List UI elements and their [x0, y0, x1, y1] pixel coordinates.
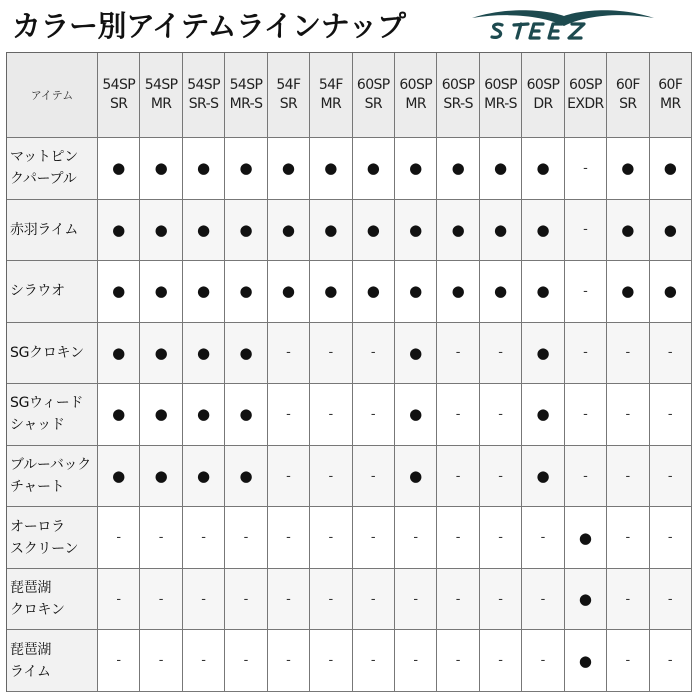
- availability-cell: -: [650, 446, 692, 508]
- column-header-type: SR-S: [188, 96, 219, 112]
- availability-cell: ●: [395, 446, 437, 508]
- availability-cell: ●: [437, 261, 479, 323]
- column-header-type: SR-S: [443, 96, 473, 112]
- column-header-type: MR: [659, 96, 681, 112]
- availability-cell: ●: [140, 261, 182, 323]
- availability-cell: -: [98, 507, 140, 569]
- availability-cell: ●: [395, 138, 437, 200]
- column-header-model: 60SP: [356, 77, 390, 93]
- column-header-model: 54F: [276, 77, 301, 93]
- availability-cell: ●: [310, 261, 352, 323]
- availability-cell: ●: [98, 384, 140, 446]
- availability-cell: -: [310, 323, 352, 385]
- availability-cell: -: [310, 384, 352, 446]
- availability-cell: ●: [565, 569, 607, 631]
- availability-cell: -: [310, 630, 352, 692]
- row-header-color: SGウィード シャッド: [7, 384, 98, 446]
- availability-cell: -: [310, 569, 352, 631]
- availability-cell: -: [140, 630, 182, 692]
- availability-cell: -: [522, 507, 564, 569]
- column-header: [98, 53, 140, 138]
- availability-cell: ●: [650, 200, 692, 262]
- column-header-type: MR: [320, 96, 342, 112]
- availability-cell: -: [437, 323, 479, 385]
- availability-cell: ●: [395, 384, 437, 446]
- availability-cell: ●: [225, 323, 267, 385]
- availability-cell: -: [522, 630, 564, 692]
- availability-cell: -: [268, 323, 310, 385]
- column-header: [480, 53, 522, 138]
- availability-cell: -: [268, 507, 310, 569]
- availability-cell: -: [268, 569, 310, 631]
- availability-cell: -: [607, 446, 649, 508]
- page-title: カラー別アイテムラインナップ: [12, 9, 406, 43]
- availability-cell: ●: [395, 261, 437, 323]
- availability-cell: -: [607, 630, 649, 692]
- availability-cell: -: [183, 630, 225, 692]
- steez-logo: [468, 4, 658, 42]
- availability-cell: -: [565, 261, 607, 323]
- column-header-model: 60SP: [399, 77, 433, 93]
- column-header-model: 60SP: [484, 77, 517, 93]
- availability-cell: ●: [268, 261, 310, 323]
- column-header: [522, 53, 564, 138]
- availability-cell: ●: [183, 446, 225, 508]
- availability-cell: -: [480, 630, 522, 692]
- corner-header: アイテム: [7, 53, 98, 138]
- availability-cell: -: [480, 569, 522, 631]
- availability-cell: -: [140, 569, 182, 631]
- availability-cell: ●: [607, 138, 649, 200]
- row-header-color: シラウオ: [7, 261, 98, 323]
- availability-cell: ●: [140, 384, 182, 446]
- availability-cell: ●: [395, 323, 437, 385]
- availability-cell: -: [183, 507, 225, 569]
- column-header-model: 54SP: [229, 77, 263, 93]
- availability-cell: -: [437, 446, 479, 508]
- availability-cell: -: [650, 384, 692, 446]
- column-header-type: SR: [110, 96, 128, 112]
- column-header-type: MR: [405, 96, 426, 112]
- availability-cell: ●: [140, 446, 182, 508]
- column-header-type: MR: [150, 96, 172, 112]
- column-header: [268, 53, 310, 138]
- availability-cell: -: [607, 507, 649, 569]
- column-header-model: 60F: [658, 77, 683, 93]
- availability-cell: ●: [98, 323, 140, 385]
- availability-cell: ●: [353, 200, 395, 262]
- availability-cell: ●: [607, 261, 649, 323]
- availability-cell: ●: [225, 446, 267, 508]
- availability-cell: ●: [522, 323, 564, 385]
- availability-cell: ●: [225, 138, 267, 200]
- availability-cell: -: [353, 323, 395, 385]
- availability-cell: ●: [437, 138, 479, 200]
- column-header-type: SR: [364, 96, 382, 112]
- availability-cell: ●: [98, 138, 140, 200]
- availability-cell: -: [650, 569, 692, 631]
- availability-cell: ●: [480, 200, 522, 262]
- column-header: [395, 53, 437, 138]
- availability-cell: ●: [183, 200, 225, 262]
- availability-cell: -: [353, 384, 395, 446]
- availability-cell: ●: [140, 200, 182, 262]
- row-header-color: 琵琶湖 クロキン: [7, 569, 98, 631]
- availability-cell: ●: [225, 261, 267, 323]
- availability-cell: -: [225, 507, 267, 569]
- column-header: [353, 53, 395, 138]
- availability-cell: -: [480, 446, 522, 508]
- availability-cell: ●: [98, 261, 140, 323]
- availability-cell: -: [437, 569, 479, 631]
- column-header: [140, 53, 182, 138]
- availability-cell: -: [480, 507, 522, 569]
- availability-cell: -: [98, 630, 140, 692]
- availability-cell: ●: [183, 384, 225, 446]
- availability-cell: ●: [310, 200, 352, 262]
- availability-cell: -: [140, 507, 182, 569]
- availability-cell: -: [268, 630, 310, 692]
- column-header: [225, 53, 267, 138]
- availability-cell: -: [268, 446, 310, 508]
- column-header-model: 60F: [615, 77, 640, 93]
- column-header-model: 54F: [318, 77, 343, 93]
- availability-cell: -: [565, 138, 607, 200]
- availability-cell: -: [437, 507, 479, 569]
- availability-cell: -: [310, 446, 352, 508]
- availability-cell: -: [395, 507, 437, 569]
- availability-cell: -: [353, 630, 395, 692]
- column-header: [437, 53, 479, 138]
- availability-cell: -: [183, 569, 225, 631]
- availability-cell: -: [565, 323, 607, 385]
- availability-cell: ●: [225, 200, 267, 262]
- column-header: [183, 53, 225, 138]
- availability-cell: ●: [650, 261, 692, 323]
- availability-cell: -: [310, 507, 352, 569]
- column-header-type: DR: [533, 96, 553, 112]
- availability-cell: ●: [480, 261, 522, 323]
- column-header: [607, 53, 649, 138]
- availability-cell: ●: [183, 261, 225, 323]
- column-header-type: MR-S: [484, 96, 517, 112]
- availability-cell: -: [353, 446, 395, 508]
- item-lineup-table: [6, 52, 692, 692]
- availability-cell: -: [353, 569, 395, 631]
- column-header-model: 54SP: [144, 77, 178, 93]
- availability-cell: ●: [395, 200, 437, 262]
- availability-cell: -: [225, 569, 267, 631]
- availability-cell: -: [565, 384, 607, 446]
- availability-cell: ●: [310, 138, 352, 200]
- column-header-type: MR-S: [229, 96, 263, 112]
- availability-cell: ●: [183, 323, 225, 385]
- availability-cell: -: [607, 569, 649, 631]
- availability-cell: -: [650, 323, 692, 385]
- availability-cell: -: [650, 630, 692, 692]
- availability-cell: -: [565, 446, 607, 508]
- availability-cell: -: [565, 200, 607, 262]
- availability-cell: ●: [565, 507, 607, 569]
- row-header-color: 琵琶湖 ライム: [7, 630, 98, 692]
- row-header-color: マットピン クパープル: [7, 138, 98, 200]
- availability-cell: -: [98, 569, 140, 631]
- availability-cell: -: [268, 384, 310, 446]
- availability-cell: -: [437, 630, 479, 692]
- availability-cell: ●: [522, 138, 564, 200]
- column-header-type: EXDR: [567, 96, 604, 112]
- availability-cell: ●: [353, 138, 395, 200]
- availability-cell: -: [480, 323, 522, 385]
- availability-cell: ●: [140, 323, 182, 385]
- row-header-color: オーロラ スクリーン: [7, 507, 98, 569]
- availability-cell: ●: [522, 200, 564, 262]
- availability-cell: -: [522, 569, 564, 631]
- column-header-model: 60SP: [526, 77, 560, 93]
- column-header-model: 60SP: [441, 77, 475, 93]
- availability-cell: -: [607, 384, 649, 446]
- row-header-color: 赤羽ライム: [7, 200, 98, 262]
- availability-cell: -: [607, 323, 649, 385]
- column-header: [650, 53, 692, 138]
- availability-cell: -: [650, 507, 692, 569]
- availability-cell: ●: [353, 261, 395, 323]
- availability-cell: ●: [268, 200, 310, 262]
- column-header: [310, 53, 352, 138]
- availability-cell: ●: [522, 384, 564, 446]
- availability-cell: -: [480, 384, 522, 446]
- column-header-type: SR: [279, 96, 298, 112]
- availability-cell: ●: [98, 200, 140, 262]
- availability-cell: ●: [522, 261, 564, 323]
- availability-cell: ●: [268, 138, 310, 200]
- column-header: [565, 53, 607, 138]
- availability-cell: ●: [565, 630, 607, 692]
- availability-cell: ●: [522, 446, 564, 508]
- availability-cell: -: [395, 630, 437, 692]
- availability-cell: -: [353, 507, 395, 569]
- availability-cell: ●: [437, 200, 479, 262]
- availability-cell: -: [395, 569, 437, 631]
- availability-cell: ●: [225, 384, 267, 446]
- availability-cell: ●: [183, 138, 225, 200]
- availability-cell: -: [437, 384, 479, 446]
- column-header-type: SR: [619, 96, 637, 112]
- column-header-model: 54SP: [102, 77, 136, 93]
- availability-cell: ●: [98, 446, 140, 508]
- availability-cell: ●: [140, 138, 182, 200]
- availability-cell: -: [225, 630, 267, 692]
- availability-cell: ●: [480, 138, 522, 200]
- column-header-model: 54SP: [187, 77, 220, 93]
- row-header-color: ブルーバック チャート: [7, 446, 98, 508]
- row-header-color: SGクロキン: [7, 323, 98, 385]
- column-header-model: 60SP: [569, 77, 602, 93]
- availability-cell: ●: [650, 138, 692, 200]
- availability-cell: ●: [607, 200, 649, 262]
